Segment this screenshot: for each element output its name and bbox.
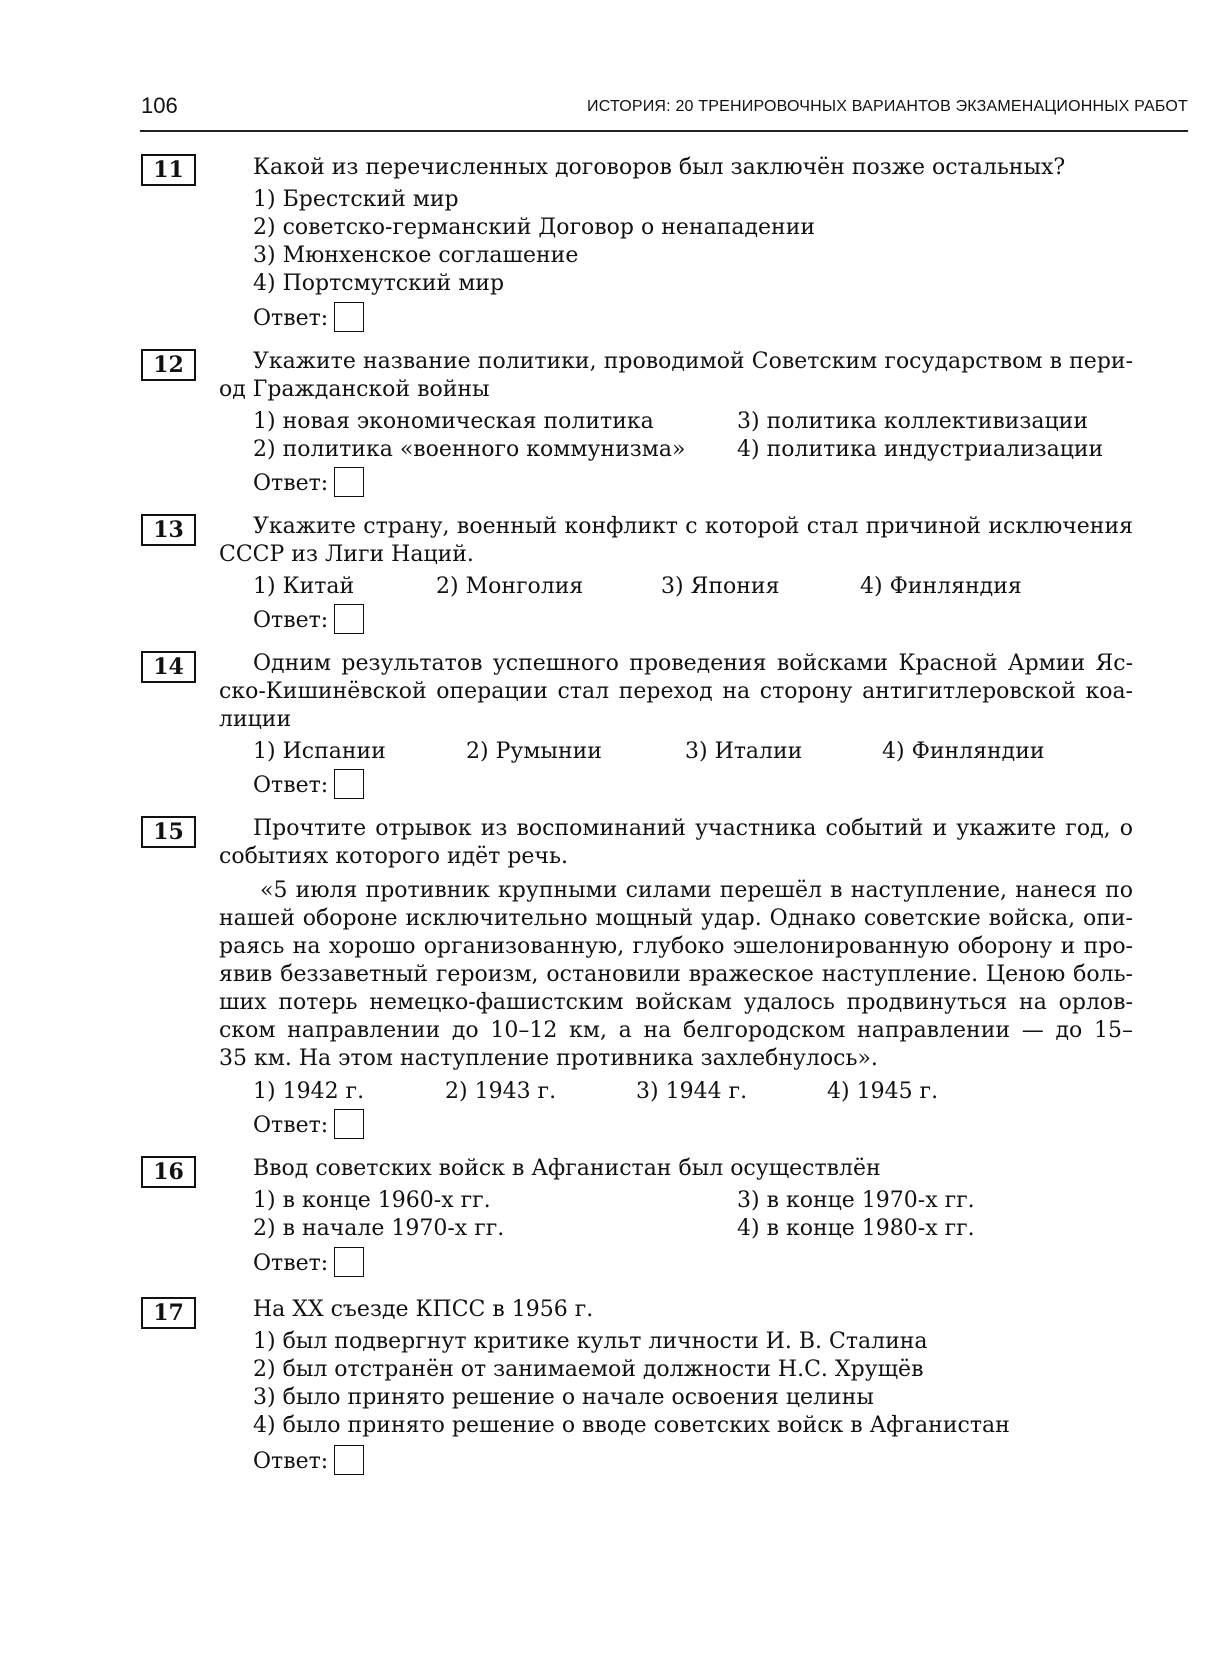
answer-box[interactable] xyxy=(334,1247,364,1277)
answer-option: 1) Испании xyxy=(253,739,386,764)
answer-option: 3) было принято решение о начале освоения целины xyxy=(253,1385,874,1410)
answer-row xyxy=(253,606,364,636)
answer-label: Ответ: xyxy=(253,1449,329,1474)
answer-option: 1) новая экономическая политика xyxy=(253,409,654,434)
quote-line: раясь на хорошо организованную, глубоко эшелонированную оборону и про- xyxy=(219,934,1133,959)
question-number-box: 14 xyxy=(141,651,196,683)
page-number: 106 xyxy=(141,93,178,118)
quote-line: явив беззаветный героизм, остановили вражеское наступление. Ценою боль- xyxy=(219,962,1133,987)
question-text-line: Укажите страну, военный конфликт с которой стал причиной исключения xyxy=(253,514,1133,539)
running-header-title: ИСТОРИЯ: 20 ТРЕНИРОВОЧНЫХ ВАРИАНТОВ ЭКЗАМЕНАЦИОННЫХ РАБОТ xyxy=(587,98,1188,115)
answer-option: 2) был отстранён от занимаемой должности Н.С. Хрущёв xyxy=(253,1357,924,1382)
quote-line: 35 км. На этом наступление противника захлебнулось». xyxy=(219,1046,878,1071)
question-text-line: Ввод советских войск в Афганистан был осуществлён xyxy=(253,1156,881,1181)
answer-box[interactable] xyxy=(334,1445,364,1475)
question-number-box: 15 xyxy=(141,816,196,848)
answer-option: 1) был подвергнут критике культ личности И. В. Сталина xyxy=(253,1329,928,1354)
answer-option: 3) в конце 1970-х гг. xyxy=(737,1188,975,1213)
question-number-box: 17 xyxy=(141,1297,196,1329)
question-number-box: 13 xyxy=(141,514,196,546)
question-text-line: На XX съезде КПСС в 1956 г. xyxy=(253,1297,594,1322)
answer-option: 4) 1945 г. xyxy=(827,1079,939,1104)
answer-option: 3) политика коллективизации xyxy=(737,409,1089,434)
answer-option: 2) в начале 1970-х гг. xyxy=(253,1216,505,1241)
answer-label: Ответ: xyxy=(253,1251,329,1276)
answer-row xyxy=(253,1111,364,1141)
header-divider xyxy=(140,130,1188,132)
answer-option: 4) политика индустриализации xyxy=(737,437,1104,462)
question-text-line: ско-Кишинёвской операции стал переход на сторону антигитлеровской коа- xyxy=(219,679,1133,704)
answer-option: 1) в конце 1960-х гг. xyxy=(253,1188,491,1213)
answer-box[interactable] xyxy=(334,1109,364,1139)
question-text-line: лиции xyxy=(219,707,292,732)
answer-label: Ответ: xyxy=(253,471,329,496)
answer-label: Ответ: xyxy=(253,306,329,331)
answer-row xyxy=(253,1249,364,1279)
answer-option: 3) 1944 г. xyxy=(636,1079,748,1104)
answer-option: 4) Портсмутский мир xyxy=(253,271,505,296)
answer-option: 4) Финляндии xyxy=(882,739,1045,764)
answer-box[interactable] xyxy=(334,769,364,799)
answer-option: 1) Брестский мир xyxy=(253,187,459,212)
answer-option: 3) Япония xyxy=(661,574,780,599)
answer-option: 4) в конце 1980-х гг. xyxy=(737,1216,975,1241)
quote-line: нашей обороне исключительно мощный удар. Однако советские войска, опи- xyxy=(219,906,1133,931)
question-text-line: Прочтите отрывок из воспоминаний участника событий и укажите год, о xyxy=(253,816,1133,841)
answer-option: 1) Китай xyxy=(253,574,355,599)
answer-option: 3) Италии xyxy=(685,739,803,764)
answer-row xyxy=(253,469,364,499)
question-text-line: Какой из перечисленных договоров был заключён позже остальных? xyxy=(253,155,1066,180)
answer-box[interactable] xyxy=(334,467,364,497)
question-number-box: 11 xyxy=(141,154,196,186)
answer-option: 3) Мюнхенское соглашение xyxy=(253,243,579,268)
answer-option: 4) Финляндия xyxy=(860,574,1022,599)
question-text-line: Одним результатов успешного проведения войсками Красной Армии Яс- xyxy=(253,651,1133,676)
answer-label: Ответ: xyxy=(253,773,329,798)
answer-label: Ответ: xyxy=(253,1113,329,1138)
quote-line: «5 июля противник крупными силами перешёл в наступление, нанеся по xyxy=(260,878,1133,903)
question-text-line: од Гражданской войны xyxy=(219,377,490,402)
question-text-line: событиях которого идёт речь. xyxy=(219,844,568,869)
answer-row xyxy=(253,304,364,334)
answer-option: 2) 1943 г. xyxy=(445,1079,557,1104)
answer-box[interactable] xyxy=(334,302,364,332)
answer-option: 2) Румынии xyxy=(466,739,602,764)
answer-box[interactable] xyxy=(334,604,364,634)
question-text-line: Укажите название политики, проводимой Советским государством в пери- xyxy=(253,349,1133,374)
answer-option: 2) Монголия xyxy=(436,574,584,599)
question-number-box: 12 xyxy=(141,349,196,381)
answer-option: 2) советско-германский Договор о ненападении xyxy=(253,215,816,240)
question-text-line: СССР из Лиги Наций. xyxy=(219,542,474,567)
answer-row xyxy=(253,1447,364,1477)
answer-row xyxy=(253,771,364,801)
answer-option: 2) политика «военного коммунизма» xyxy=(253,437,686,462)
quote-line: ших потерь немецко-фашистским войскам удалось продвинуться на орлов- xyxy=(219,990,1133,1015)
quote-line: ском направлении до 10–12 км, а на белгородском направлении — до 15– xyxy=(219,1018,1133,1043)
answer-label: Ответ: xyxy=(253,608,329,633)
answer-option: 4) было принято решение о вводе советских войск в Афганистан xyxy=(253,1413,1010,1438)
question-number-box: 16 xyxy=(141,1156,196,1188)
answer-option: 1) 1942 г. xyxy=(253,1079,365,1104)
